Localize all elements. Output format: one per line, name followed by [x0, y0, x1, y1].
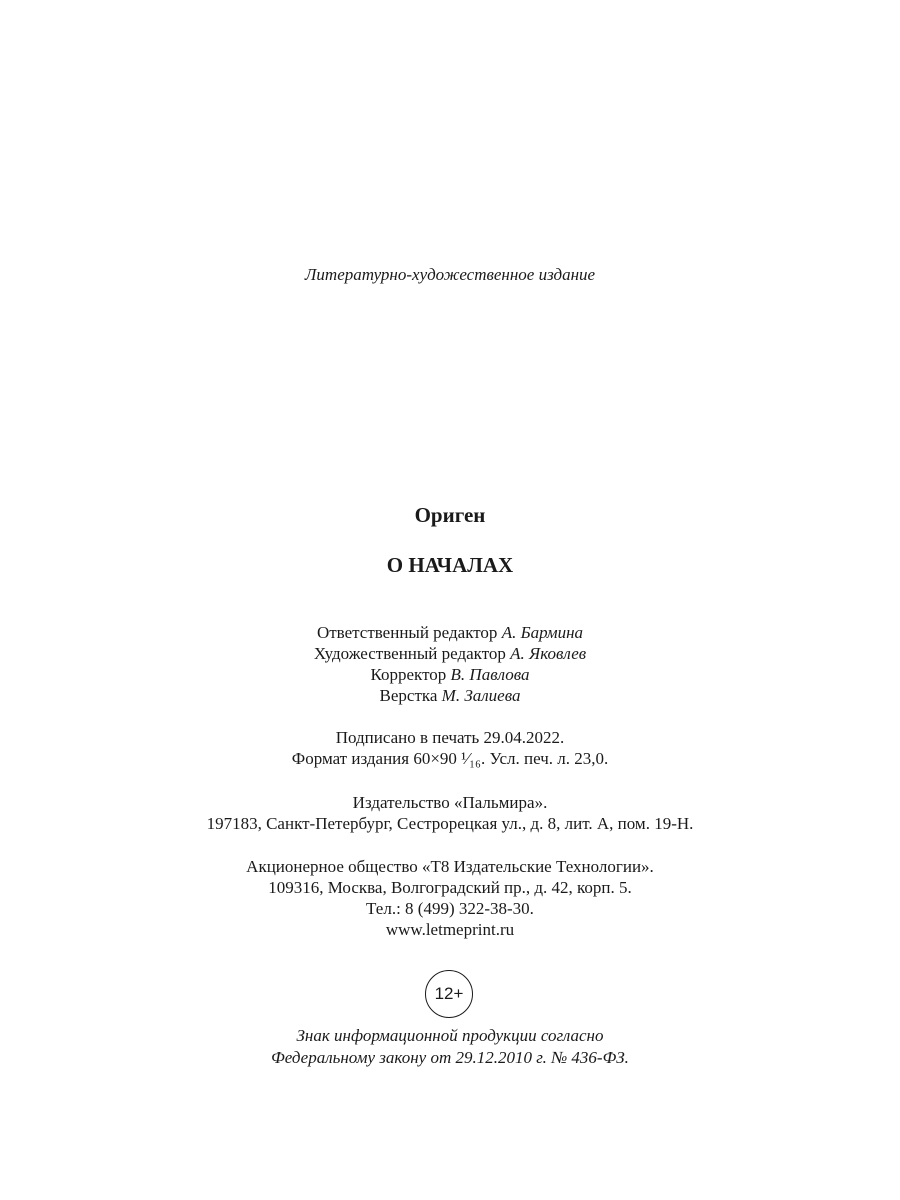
printer-address: 109316, Москва, Волгоградский пр., д. 42, корп. 5.: [268, 878, 632, 897]
author-name: Ориген: [414, 503, 486, 527]
credit-name: М. Залиева: [441, 686, 521, 705]
credit-name: В. Павлова: [450, 665, 530, 684]
credit-role: Верстка: [379, 686, 438, 705]
publisher-address: 197183, Санкт-Петербург, Сестрорецкая ул., д. 8, лит. А, пом. 19-Н.: [206, 814, 694, 833]
signed-date: Подписано в печать 29.04.2022.: [335, 728, 565, 747]
credit-row: [0, 685, 900, 706]
format-info: Формат издания 60×90 ¹⁄₁₆. Усл. печ. л. 23,0.: [291, 749, 609, 768]
credit-row: [0, 664, 900, 685]
credit-row: [0, 622, 900, 643]
book-title: О НАЧАЛАХ: [386, 553, 514, 577]
printer-website: www.letmeprint.ru: [385, 920, 515, 939]
credit-role: Корректор: [370, 665, 447, 684]
printer-block: [0, 856, 900, 940]
notice-line-1: Знак информационной продукции согласно: [296, 1026, 604, 1045]
printer-name: Акционерное общество «Т8 Издательские Технологии».: [246, 857, 654, 876]
credit-name: А. Яковлев: [510, 644, 587, 663]
credit-role: Ответственный редактор: [316, 623, 498, 642]
credit-role: Художественный редактор: [313, 644, 506, 663]
credit-name: А. Бармина: [501, 623, 584, 642]
publisher-block: [0, 792, 900, 834]
print-info-block: [0, 727, 900, 769]
publisher-name: Издательство «Пальмира».: [352, 793, 548, 812]
age-rating-badge: [425, 970, 473, 1018]
credit-row: [0, 643, 900, 664]
printer-phone: Тел.: 8 (499) 322-38-30.: [366, 899, 534, 918]
edition-type: Литературно-художественное издание: [304, 265, 596, 284]
notice-line-2: Федеральному закону от 29.12.2010 г. № 436-ФЗ.: [271, 1048, 629, 1067]
age-rating-label: 12+: [434, 984, 464, 1003]
info-product-notice: [0, 1025, 900, 1069]
credits-block: [0, 622, 900, 706]
